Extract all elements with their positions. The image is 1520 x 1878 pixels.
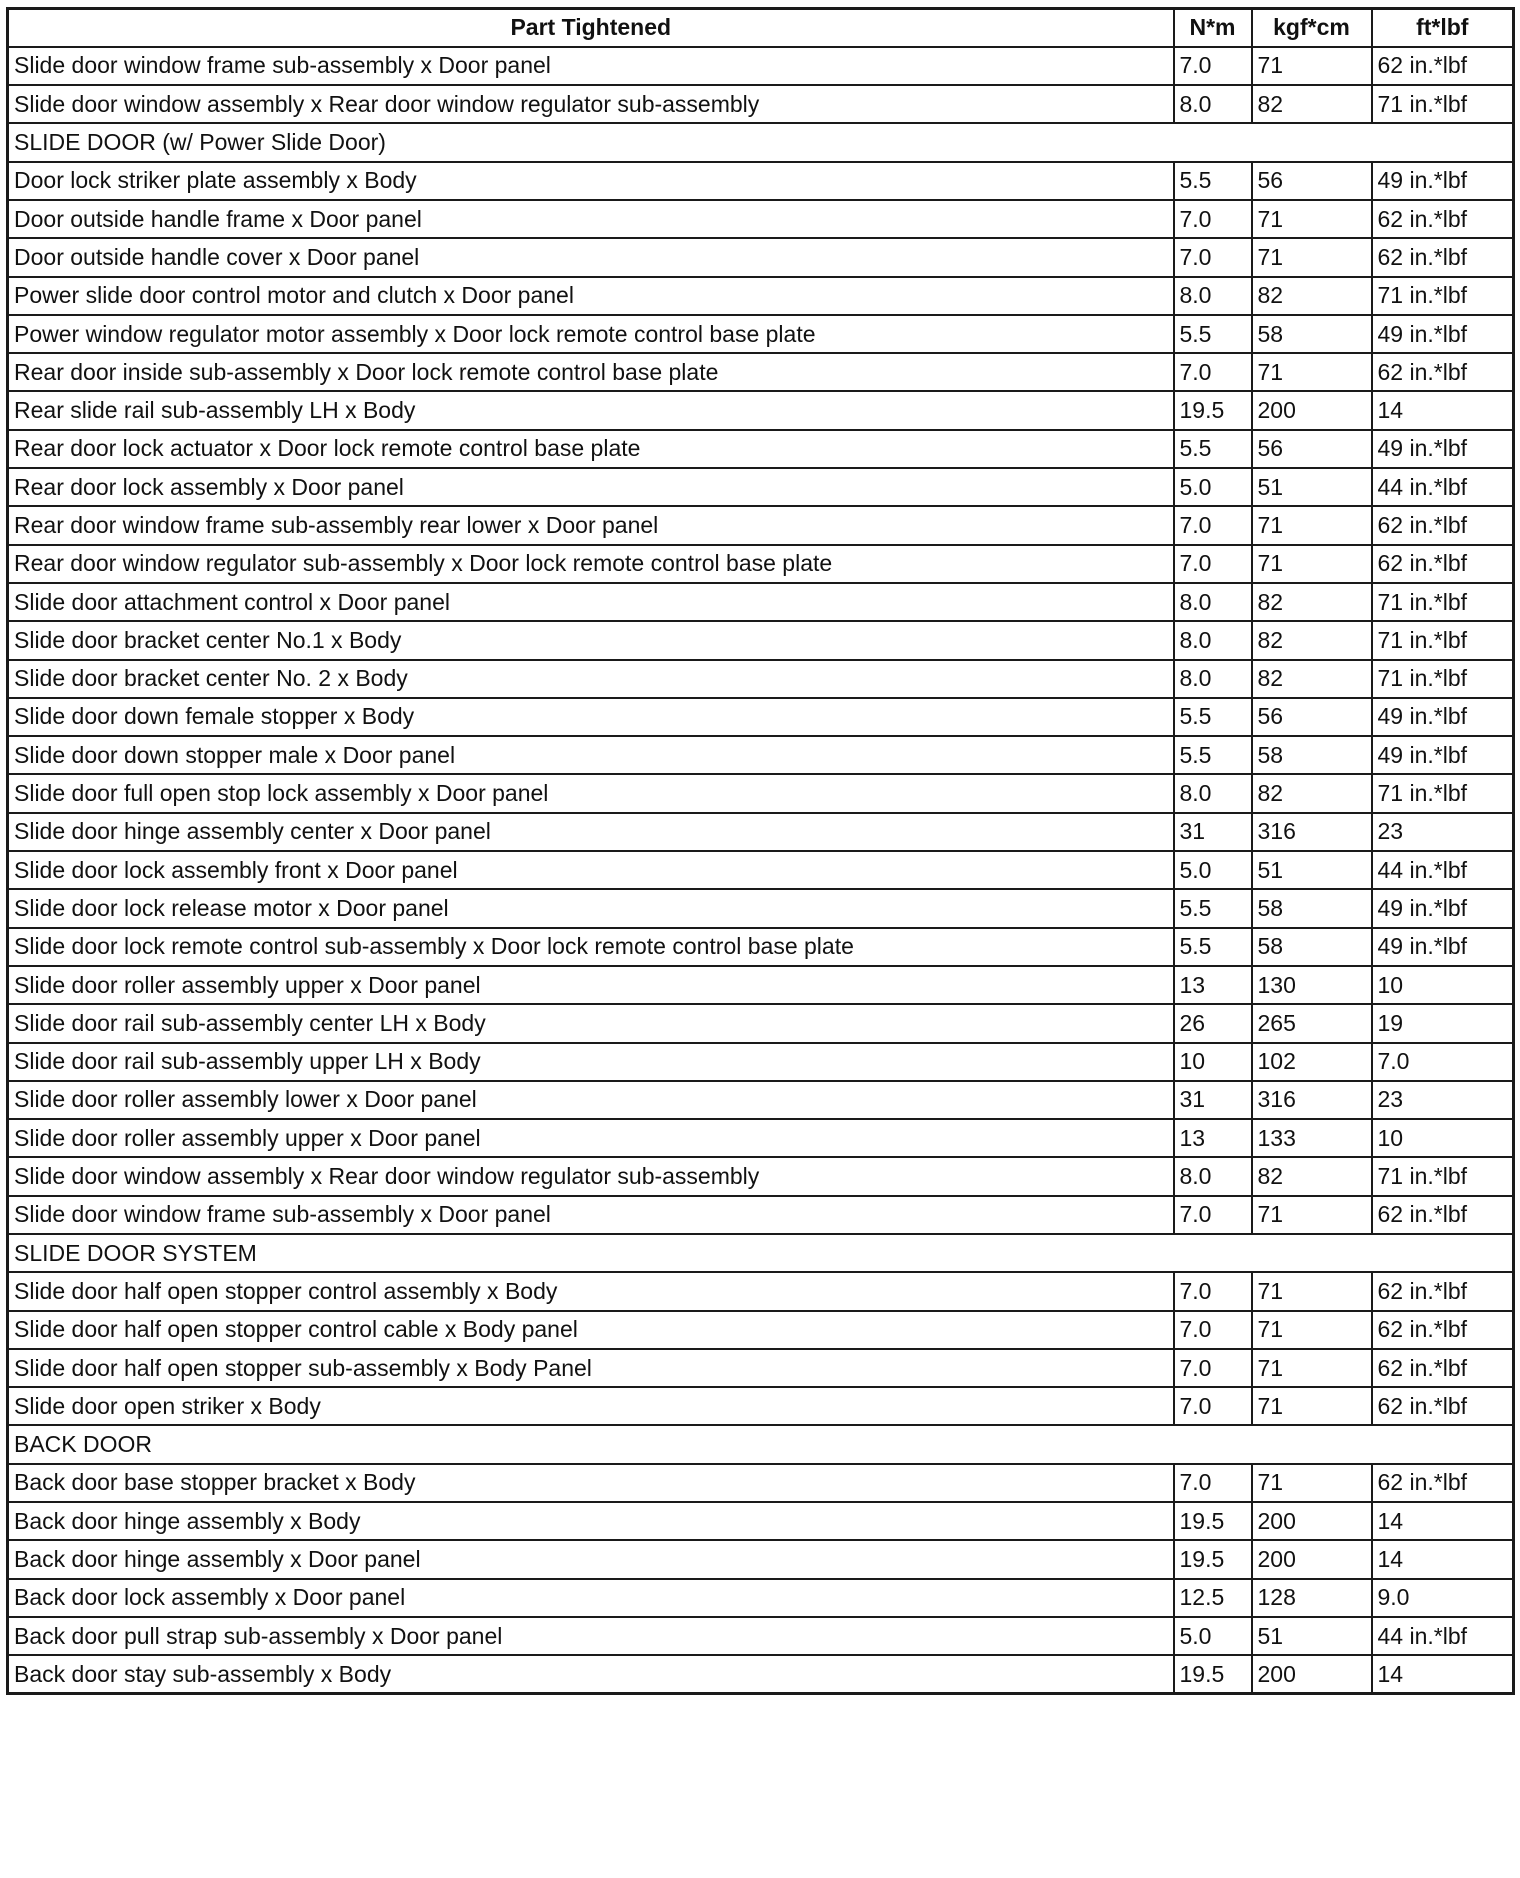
cell-kgf-cm: 58 bbox=[1252, 315, 1372, 353]
cell-kgf-cm: 130 bbox=[1252, 966, 1372, 1004]
cell-nm: 7.0 bbox=[1174, 1311, 1252, 1349]
cell-nm: 8.0 bbox=[1174, 660, 1252, 698]
cell-part-tightened: Slide door down stopper male x Door panel bbox=[8, 736, 1174, 774]
cell-kgf-cm: 71 bbox=[1252, 1387, 1372, 1425]
cell-nm: 5.5 bbox=[1174, 698, 1252, 736]
table-row bbox=[8, 1349, 1514, 1387]
cell-ft-lbf: 9.0 bbox=[1372, 1579, 1514, 1617]
cell-part-tightened: Slide door half open stopper control assembly x Body bbox=[8, 1272, 1174, 1310]
cell-kgf-cm: 316 bbox=[1252, 813, 1372, 851]
cell-ft-lbf: 62 in.*lbf bbox=[1372, 1272, 1514, 1310]
table-row bbox=[8, 1311, 1514, 1349]
section-row bbox=[8, 1234, 1514, 1272]
cell-ft-lbf: 49 in.*lbf bbox=[1372, 928, 1514, 966]
cell-nm: 8.0 bbox=[1174, 85, 1252, 123]
cell-kgf-cm: 56 bbox=[1252, 698, 1372, 736]
cell-nm: 5.5 bbox=[1174, 736, 1252, 774]
table-row bbox=[8, 736, 1514, 774]
cell-nm: 12.5 bbox=[1174, 1579, 1252, 1617]
cell-kgf-cm: 51 bbox=[1252, 468, 1372, 506]
cell-kgf-cm: 51 bbox=[1252, 851, 1372, 889]
cell-kgf-cm: 200 bbox=[1252, 391, 1372, 429]
cell-part-tightened: Door lock striker plate assembly x Body bbox=[8, 162, 1174, 200]
cell-kgf-cm: 128 bbox=[1252, 1579, 1372, 1617]
cell-part-tightened: Slide door bracket center No.1 x Body bbox=[8, 621, 1174, 659]
cell-ft-lbf: 49 in.*lbf bbox=[1372, 430, 1514, 468]
cell-part-tightened: Slide door window assembly x Rear door window regulator sub-assembly bbox=[8, 1157, 1174, 1195]
cell-ft-lbf: 62 in.*lbf bbox=[1372, 238, 1514, 276]
section-row bbox=[8, 1425, 1514, 1463]
cell-ft-lbf: 71 in.*lbf bbox=[1372, 774, 1514, 812]
cell-kgf-cm: 200 bbox=[1252, 1540, 1372, 1578]
torque-spec-table bbox=[6, 7, 1515, 1695]
cell-ft-lbf: 10 bbox=[1372, 966, 1514, 1004]
cell-ft-lbf: 71 in.*lbf bbox=[1372, 85, 1514, 123]
table-row bbox=[8, 85, 1514, 123]
table-row bbox=[8, 1540, 1514, 1578]
cell-part-tightened: Door outside handle cover x Door panel bbox=[8, 238, 1174, 276]
cell-kgf-cm: 82 bbox=[1252, 1157, 1372, 1195]
table-row bbox=[8, 1655, 1514, 1693]
cell-nm: 7.0 bbox=[1174, 506, 1252, 544]
table-row bbox=[8, 545, 1514, 583]
cell-kgf-cm: 71 bbox=[1252, 1349, 1372, 1387]
cell-kgf-cm: 82 bbox=[1252, 660, 1372, 698]
cell-kgf-cm: 71 bbox=[1252, 353, 1372, 391]
cell-ft-lbf: 14 bbox=[1372, 391, 1514, 429]
cell-kgf-cm: 82 bbox=[1252, 277, 1372, 315]
cell-part-tightened: Slide door lock remote control sub-assembly x Door lock remote control base plate bbox=[8, 928, 1174, 966]
cell-nm: 31 bbox=[1174, 1081, 1252, 1119]
cell-nm: 7.0 bbox=[1174, 1387, 1252, 1425]
cell-kgf-cm: 316 bbox=[1252, 1081, 1372, 1119]
cell-ft-lbf: 49 in.*lbf bbox=[1372, 162, 1514, 200]
cell-ft-lbf: 49 in.*lbf bbox=[1372, 889, 1514, 927]
cell-ft-lbf: 14 bbox=[1372, 1502, 1514, 1540]
cell-ft-lbf: 10 bbox=[1372, 1119, 1514, 1157]
cell-kgf-cm: 71 bbox=[1252, 545, 1372, 583]
cell-nm: 5.0 bbox=[1174, 468, 1252, 506]
cell-part-tightened: Slide door full open stop lock assembly x Door panel bbox=[8, 774, 1174, 812]
cell-kgf-cm: 71 bbox=[1252, 47, 1372, 85]
cell-ft-lbf: 62 in.*lbf bbox=[1372, 47, 1514, 85]
cell-kgf-cm: 56 bbox=[1252, 430, 1372, 468]
cell-part-tightened: Back door pull strap sub-assembly x Door panel bbox=[8, 1617, 1174, 1655]
cell-nm: 8.0 bbox=[1174, 621, 1252, 659]
cell-part-tightened: Back door hinge assembly x Body bbox=[8, 1502, 1174, 1540]
cell-part-tightened: Slide door window assembly x Rear door window regulator sub-assembly bbox=[8, 85, 1174, 123]
cell-ft-lbf: 62 in.*lbf bbox=[1372, 1311, 1514, 1349]
cell-nm: 13 bbox=[1174, 1119, 1252, 1157]
cell-nm: 19.5 bbox=[1174, 1655, 1252, 1693]
cell-part-tightened: Slide door roller assembly upper x Door panel bbox=[8, 966, 1174, 1004]
table-row bbox=[8, 1081, 1514, 1119]
table-row bbox=[8, 468, 1514, 506]
cell-nm: 7.0 bbox=[1174, 1349, 1252, 1387]
cell-part-tightened: Slide door rail sub-assembly upper LH x Body bbox=[8, 1043, 1174, 1081]
cell-nm: 5.0 bbox=[1174, 851, 1252, 889]
table-row bbox=[8, 1387, 1514, 1425]
cell-ft-lbf: 49 in.*lbf bbox=[1372, 698, 1514, 736]
cell-kgf-cm: 71 bbox=[1252, 200, 1372, 238]
cell-part-tightened: Back door lock assembly x Door panel bbox=[8, 1579, 1174, 1617]
cell-kgf-cm: 200 bbox=[1252, 1502, 1372, 1540]
cell-kgf-cm: 71 bbox=[1252, 1272, 1372, 1310]
cell-ft-lbf: 44 in.*lbf bbox=[1372, 468, 1514, 506]
cell-nm: 5.5 bbox=[1174, 430, 1252, 468]
cell-part-tightened: Slide door attachment control x Door panel bbox=[8, 583, 1174, 621]
cell-part-tightened: Slide door roller assembly upper x Door panel bbox=[8, 1119, 1174, 1157]
table-row bbox=[8, 162, 1514, 200]
cell-nm: 7.0 bbox=[1174, 1272, 1252, 1310]
cell-kgf-cm: 71 bbox=[1252, 238, 1372, 276]
cell-nm: 5.5 bbox=[1174, 315, 1252, 353]
cell-kgf-cm: 102 bbox=[1252, 1043, 1372, 1081]
table-row bbox=[8, 660, 1514, 698]
cell-nm: 7.0 bbox=[1174, 545, 1252, 583]
cell-nm: 5.5 bbox=[1174, 928, 1252, 966]
cell-ft-lbf: 14 bbox=[1372, 1655, 1514, 1693]
cell-nm: 19.5 bbox=[1174, 1502, 1252, 1540]
cell-ft-lbf: 62 in.*lbf bbox=[1372, 1464, 1514, 1502]
table-row bbox=[8, 391, 1514, 429]
cell-part-tightened: Slide door lock assembly front x Door panel bbox=[8, 851, 1174, 889]
cell-part-tightened: Door outside handle frame x Door panel bbox=[8, 200, 1174, 238]
cell-kgf-cm: 265 bbox=[1252, 1004, 1372, 1042]
cell-kgf-cm: 71 bbox=[1252, 506, 1372, 544]
cell-part-tightened: Slide door open striker x Body bbox=[8, 1387, 1174, 1425]
cell-part-tightened: Rear slide rail sub-assembly LH x Body bbox=[8, 391, 1174, 429]
table-row bbox=[8, 1617, 1514, 1655]
cell-part-tightened: Slide door rail sub-assembly center LH x Body bbox=[8, 1004, 1174, 1042]
cell-ft-lbf: 62 in.*lbf bbox=[1372, 200, 1514, 238]
cell-nm: 7.0 bbox=[1174, 353, 1252, 391]
section-row bbox=[8, 123, 1514, 161]
table-row bbox=[8, 353, 1514, 391]
section-title: BACK DOOR bbox=[8, 1425, 1514, 1463]
cell-part-tightened: Rear door window frame sub-assembly rear lower x Door panel bbox=[8, 506, 1174, 544]
cell-ft-lbf: 49 in.*lbf bbox=[1372, 315, 1514, 353]
cell-kgf-cm: 82 bbox=[1252, 621, 1372, 659]
cell-nm: 13 bbox=[1174, 966, 1252, 1004]
cell-nm: 5.5 bbox=[1174, 889, 1252, 927]
cell-ft-lbf: 62 in.*lbf bbox=[1372, 1196, 1514, 1234]
cell-kgf-cm: 133 bbox=[1252, 1119, 1372, 1157]
cell-ft-lbf: 44 in.*lbf bbox=[1372, 851, 1514, 889]
cell-ft-lbf: 62 in.*lbf bbox=[1372, 353, 1514, 391]
cell-ft-lbf: 62 in.*lbf bbox=[1372, 1387, 1514, 1425]
table-row bbox=[8, 1272, 1514, 1310]
cell-ft-lbf: 71 in.*lbf bbox=[1372, 277, 1514, 315]
cell-nm: 7.0 bbox=[1174, 1196, 1252, 1234]
cell-kgf-cm: 71 bbox=[1252, 1464, 1372, 1502]
cell-kgf-cm: 58 bbox=[1252, 928, 1372, 966]
cell-kgf-cm: 56 bbox=[1252, 162, 1372, 200]
cell-nm: 31 bbox=[1174, 813, 1252, 851]
cell-kgf-cm: 82 bbox=[1252, 583, 1372, 621]
cell-nm: 10 bbox=[1174, 1043, 1252, 1081]
cell-ft-lbf: 71 in.*lbf bbox=[1372, 583, 1514, 621]
cell-ft-lbf: 49 in.*lbf bbox=[1372, 736, 1514, 774]
cell-ft-lbf: 44 in.*lbf bbox=[1372, 1617, 1514, 1655]
cell-ft-lbf: 23 bbox=[1372, 1081, 1514, 1119]
cell-kgf-cm: 71 bbox=[1252, 1196, 1372, 1234]
cell-part-tightened: Back door hinge assembly x Door panel bbox=[8, 1540, 1174, 1578]
cell-nm: 8.0 bbox=[1174, 583, 1252, 621]
cell-part-tightened: Power slide door control motor and clutch x Door panel bbox=[8, 277, 1174, 315]
cell-part-tightened: Rear door lock actuator x Door lock remote control base plate bbox=[8, 430, 1174, 468]
cell-nm: 19.5 bbox=[1174, 391, 1252, 429]
header-part-tightened: Part Tightened bbox=[8, 9, 1174, 47]
cell-part-tightened: Rear door window regulator sub-assembly x Door lock remote control base plate bbox=[8, 545, 1174, 583]
cell-part-tightened: Back door base stopper bracket x Body bbox=[8, 1464, 1174, 1502]
cell-ft-lbf: 19 bbox=[1372, 1004, 1514, 1042]
table-row bbox=[8, 966, 1514, 1004]
cell-nm: 26 bbox=[1174, 1004, 1252, 1042]
cell-nm: 7.0 bbox=[1174, 1464, 1252, 1502]
cell-nm: 8.0 bbox=[1174, 277, 1252, 315]
cell-ft-lbf: 62 in.*lbf bbox=[1372, 545, 1514, 583]
cell-nm: 5.5 bbox=[1174, 162, 1252, 200]
cell-part-tightened: Slide door window frame sub-assembly x Door panel bbox=[8, 47, 1174, 85]
table-row bbox=[8, 698, 1514, 736]
table-row bbox=[8, 1157, 1514, 1195]
cell-kgf-cm: 82 bbox=[1252, 85, 1372, 123]
table-row bbox=[8, 621, 1514, 659]
cell-part-tightened: Slide door hinge assembly center x Door panel bbox=[8, 813, 1174, 851]
section-title: SLIDE DOOR SYSTEM bbox=[8, 1234, 1514, 1272]
table-row bbox=[8, 1043, 1514, 1081]
cell-part-tightened: Rear door lock assembly x Door panel bbox=[8, 468, 1174, 506]
cell-ft-lbf: 71 in.*lbf bbox=[1372, 1157, 1514, 1195]
cell-kgf-cm: 82 bbox=[1252, 774, 1372, 812]
table-row bbox=[8, 1119, 1514, 1157]
cell-ft-lbf: 62 in.*lbf bbox=[1372, 1349, 1514, 1387]
table-row bbox=[8, 1502, 1514, 1540]
cell-ft-lbf: 62 in.*lbf bbox=[1372, 506, 1514, 544]
table-row bbox=[8, 1196, 1514, 1234]
cell-kgf-cm: 58 bbox=[1252, 736, 1372, 774]
cell-part-tightened: Power window regulator motor assembly x Door lock remote control base plate bbox=[8, 315, 1174, 353]
table-row bbox=[8, 1004, 1514, 1042]
cell-part-tightened: Slide door window frame sub-assembly x Door panel bbox=[8, 1196, 1174, 1234]
table-row bbox=[8, 506, 1514, 544]
table-row bbox=[8, 774, 1514, 812]
cell-ft-lbf: 7.0 bbox=[1372, 1043, 1514, 1081]
cell-ft-lbf: 71 in.*lbf bbox=[1372, 621, 1514, 659]
header-nm: N*m bbox=[1174, 9, 1252, 47]
cell-part-tightened: Back door stay sub-assembly x Body bbox=[8, 1655, 1174, 1693]
cell-nm: 5.0 bbox=[1174, 1617, 1252, 1655]
table-row bbox=[8, 1579, 1514, 1617]
table-row bbox=[8, 200, 1514, 238]
section-title: SLIDE DOOR (w/ Power Slide Door) bbox=[8, 123, 1514, 161]
table-row bbox=[8, 928, 1514, 966]
cell-part-tightened: Slide door down female stopper x Body bbox=[8, 698, 1174, 736]
cell-part-tightened: Slide door half open stopper control cable x Body panel bbox=[8, 1311, 1174, 1349]
cell-part-tightened: Rear door inside sub-assembly x Door lock remote control base plate bbox=[8, 353, 1174, 391]
cell-kgf-cm: 71 bbox=[1252, 1311, 1372, 1349]
cell-nm: 7.0 bbox=[1174, 238, 1252, 276]
cell-part-tightened: Slide door roller assembly lower x Door panel bbox=[8, 1081, 1174, 1119]
cell-part-tightened: Slide door bracket center No. 2 x Body bbox=[8, 660, 1174, 698]
table-row bbox=[8, 277, 1514, 315]
table-row bbox=[8, 889, 1514, 927]
cell-kgf-cm: 58 bbox=[1252, 889, 1372, 927]
header-kgf-cm: kgf*cm bbox=[1252, 9, 1372, 47]
cell-part-tightened: Slide door half open stopper sub-assembly x Body Panel bbox=[8, 1349, 1174, 1387]
table-body bbox=[8, 47, 1514, 1694]
table-header bbox=[8, 9, 1514, 47]
cell-nm: 19.5 bbox=[1174, 1540, 1252, 1578]
cell-kgf-cm: 51 bbox=[1252, 1617, 1372, 1655]
table-row bbox=[8, 813, 1514, 851]
cell-part-tightened: Slide door lock release motor x Door panel bbox=[8, 889, 1174, 927]
cell-ft-lbf: 71 in.*lbf bbox=[1372, 660, 1514, 698]
header-row bbox=[8, 9, 1514, 47]
header-ft-lbf: ft*lbf bbox=[1372, 9, 1514, 47]
cell-kgf-cm: 200 bbox=[1252, 1655, 1372, 1693]
table-row bbox=[8, 1464, 1514, 1502]
table-row bbox=[8, 430, 1514, 468]
cell-nm: 8.0 bbox=[1174, 774, 1252, 812]
table-row bbox=[8, 47, 1514, 85]
cell-ft-lbf: 23 bbox=[1372, 813, 1514, 851]
table-row bbox=[8, 583, 1514, 621]
table-row bbox=[8, 851, 1514, 889]
cell-ft-lbf: 14 bbox=[1372, 1540, 1514, 1578]
cell-nm: 8.0 bbox=[1174, 1157, 1252, 1195]
cell-nm: 7.0 bbox=[1174, 47, 1252, 85]
table-row bbox=[8, 315, 1514, 353]
cell-nm: 7.0 bbox=[1174, 200, 1252, 238]
table-row bbox=[8, 238, 1514, 276]
